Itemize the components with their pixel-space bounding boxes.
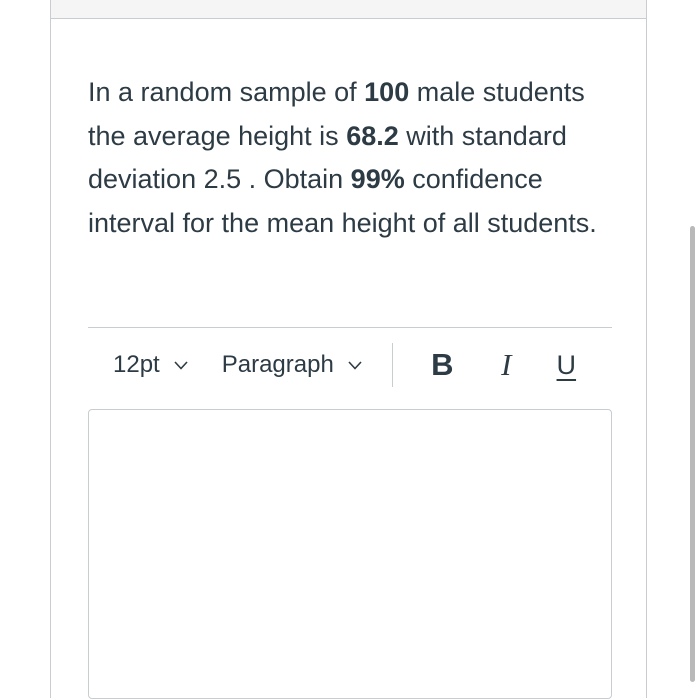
bold-button[interactable]: B (431, 347, 454, 382)
question-value-sample-size: 100 (364, 77, 410, 107)
font-size-label: 12pt (113, 351, 160, 378)
scrollbar[interactable] (690, 226, 695, 682)
question-text-segment: confidence interval for the mean height of all students. (88, 164, 597, 238)
chevron-down-icon (174, 361, 188, 370)
editor-toolbar (113, 342, 613, 388)
panel-header (51, 0, 646, 19)
divider (88, 327, 612, 328)
question-text-segment: male students the average height is (88, 77, 585, 151)
chevron-down-icon (348, 361, 362, 370)
question-text-segment: with standard deviation 2.5 . Obtain (88, 120, 567, 194)
font-size-dropdown[interactable] (113, 351, 188, 379)
question-text-segment: In a random sample of (88, 77, 365, 107)
underline-button[interactable]: U (556, 349, 577, 380)
question-panel (50, 0, 647, 698)
italic-button[interactable]: I (501, 347, 512, 382)
answer-editor[interactable] (88, 409, 612, 699)
question-value-confidence: 99% (350, 164, 405, 194)
toolbar-separator (392, 343, 394, 387)
question-text (88, 71, 628, 245)
question-value-mean: 68.2 (346, 120, 399, 151)
paragraph-format-dropdown[interactable] (222, 351, 362, 379)
paragraph-format-label: Paragraph (221, 351, 334, 378)
